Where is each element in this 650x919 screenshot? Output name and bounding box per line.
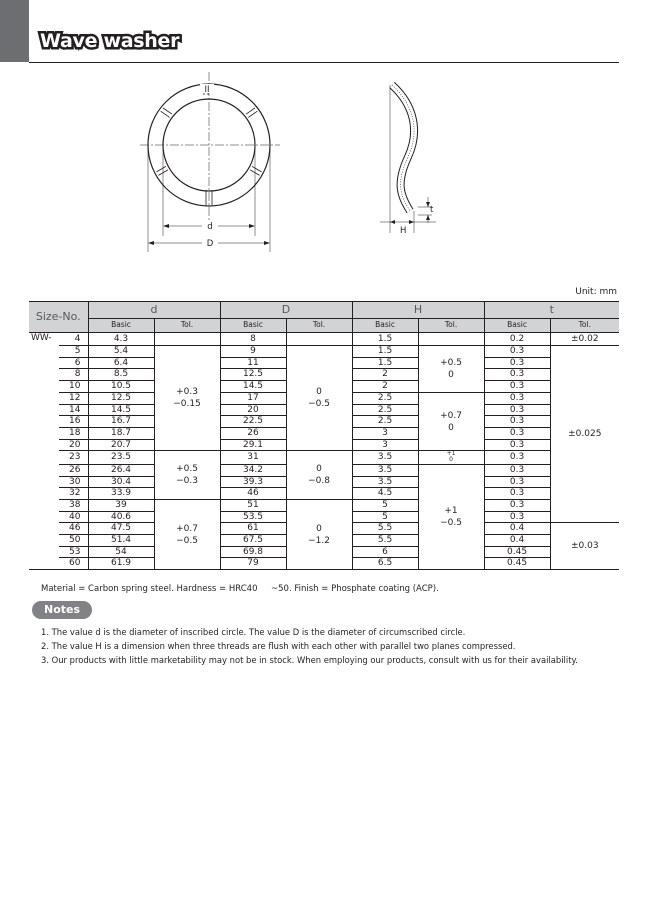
H-basic-cell: 2: [352, 381, 418, 393]
d-basic-cell: 54: [88, 546, 154, 558]
D-basic-cell: 29.1: [220, 439, 286, 451]
H-basic-cell: 3.5: [352, 476, 418, 488]
t-basic-cell: 0.3: [484, 451, 550, 465]
H-basic-cell: 2.5: [352, 404, 418, 416]
t-basic-cell: 0.3: [484, 392, 550, 404]
D-basic-cell: 20: [220, 404, 286, 416]
D-tol-cell: 0 −0.5: [286, 346, 352, 451]
H-tol-cell: [418, 333, 484, 346]
H-tol-cell: [418, 451, 484, 465]
unit-label: Unit: mm: [575, 287, 617, 297]
section-tab: [0, 0, 29, 62]
D-basic-cell: 34.2: [220, 464, 286, 476]
t-basic-cell: 0.3: [484, 416, 550, 428]
size-no-cell: 4: [59, 333, 88, 346]
size-no-cell: 5: [59, 346, 88, 358]
D-basic-cell: 17: [220, 392, 286, 404]
note-item: 3. Our products with little marketability may not be in stock. When employing our products, consult with us for their availability.: [41, 655, 578, 665]
d-tol-cell: +0.7 −0.5: [154, 499, 220, 569]
H-tol-cell: +0.7 0: [418, 392, 484, 451]
d-basic-header: Basic: [88, 319, 154, 333]
t-basic-header: Basic: [484, 319, 550, 333]
t-tol-cell: ±0.03: [550, 523, 619, 570]
size-no-cell: 30: [59, 476, 88, 488]
D-basic-cell: 69.8: [220, 546, 286, 558]
t-basic-cell: 0.2: [484, 333, 550, 346]
H-basic-cell: 3.5: [352, 451, 418, 465]
D-basic-cell: 11: [220, 357, 286, 369]
H-basic-cell: 2.5: [352, 416, 418, 428]
t-basic-cell: 0.3: [484, 404, 550, 416]
H-tol-fraction: [447, 451, 456, 463]
D-tol-header: Tol.: [286, 319, 352, 333]
size-prefix: WW-: [31, 333, 52, 343]
t-basic-cell: 0.3: [484, 439, 550, 451]
notes-badge: Notes: [32, 601, 92, 619]
H-basic-cell: 5: [352, 511, 418, 523]
size-no-cell: 32: [59, 488, 88, 500]
note-item: 1. The value d is the diameter of inscribed circle. The value D is the diameter of circumscribed circle.: [41, 627, 466, 637]
t-basic-cell: 0.3: [484, 511, 550, 523]
figure-H-label: H: [400, 226, 407, 236]
D-tol-cell: 0 −1.2: [286, 499, 352, 569]
t-basic-cell: 0.3: [484, 357, 550, 369]
page-title: Wave washer: [40, 30, 180, 52]
wave-washer-spec-table: [29, 301, 619, 570]
H-basic-cell: 2.5: [352, 392, 418, 404]
D-group-header: D: [220, 302, 352, 319]
D-basic-cell: 22.5: [220, 416, 286, 428]
washer-side-view-figure: [370, 75, 440, 240]
size-no-cell: 60: [69, 558, 81, 569]
t-basic-cell: 0.3: [484, 427, 550, 439]
D-basic-cell: 53.5: [220, 511, 286, 523]
d-tol-cell: +0.3 −0.15: [154, 346, 220, 451]
d-basic-cell: 61.9: [88, 558, 154, 570]
d-basic-cell: 23.5: [88, 451, 154, 465]
d-basic-cell: 18.7: [88, 427, 154, 439]
size-no-cell: 38: [59, 499, 88, 511]
D-basic-cell: 46: [220, 488, 286, 500]
H-tol-cell: +0.5 0: [418, 346, 484, 393]
size-no-cell: 12: [59, 392, 88, 404]
size-no-cell: 10: [59, 381, 88, 393]
t-basic-cell: 0.45: [484, 558, 550, 570]
D-basic-cell: 61: [220, 523, 286, 535]
H-basic-header: Basic: [352, 319, 418, 333]
d-basic-cell: 12.5: [88, 392, 154, 404]
D-basic-cell: 12.5: [220, 369, 286, 381]
H-basic-cell: 3: [352, 439, 418, 451]
t-basic-cell: 0.3: [484, 369, 550, 381]
washer-front-view-figure: [140, 70, 300, 260]
D-basic-header: Basic: [220, 319, 286, 333]
note-item: 2. The value H is a dimension when three threads are flush with each other with parallel two planes compressed.: [41, 641, 516, 651]
figure-top-label: II: [204, 85, 210, 95]
title-rule: [29, 62, 619, 63]
H-basic-cell: 4.5: [352, 488, 418, 500]
t-group-header: t: [484, 302, 619, 319]
d-basic-cell: 40.6: [88, 511, 154, 523]
size-no-cell: 6: [59, 357, 88, 369]
size-no-cell: 14: [59, 404, 88, 416]
size-no-cell: 8: [59, 369, 88, 381]
H-basic-cell: 2: [352, 369, 418, 381]
H-tol-cell: +1 −0.5: [418, 464, 484, 569]
size-no-cell: 46: [59, 523, 88, 535]
H-basic-cell: 5.5: [352, 523, 418, 535]
size-no-cell: 20: [59, 439, 88, 451]
d-group-header: d: [88, 302, 220, 319]
t-tol-header: Tol.: [550, 319, 619, 333]
material-note: Material = Carbon spring steel. Hardness = HRC40 ~50. Finish = Phosphate coating (ACP).: [41, 584, 439, 594]
H-basic-cell: 3.5: [352, 464, 418, 476]
H-group-header: H: [352, 302, 484, 319]
H-basic-cell: 3: [352, 427, 418, 439]
d-basic-cell: 10.5: [88, 381, 154, 393]
figure-d-label: d: [207, 222, 213, 232]
t-basic-cell: 0.45: [484, 546, 550, 558]
D-basic-cell: 9: [220, 346, 286, 358]
notes-list: [41, 625, 578, 667]
D-tol-cell: 0 −0.8: [286, 451, 352, 500]
t-basic-cell: 0.3: [484, 381, 550, 393]
size-no-cell: 23: [59, 451, 88, 465]
figure-t-label: t: [430, 205, 434, 215]
size-no-cell: 40: [59, 511, 88, 523]
d-basic-cell: 8.5: [88, 369, 154, 381]
d-basic-cell: 4.3: [88, 333, 154, 346]
H-basic-cell: 6: [352, 546, 418, 558]
d-tol-header: Tol.: [154, 319, 220, 333]
H-basic-cell: 5.5: [352, 535, 418, 547]
table-row: [29, 451, 619, 465]
H-tol-lower: 0: [449, 456, 453, 464]
H-tol-header: Tol.: [418, 319, 484, 333]
t-basic-cell: 0.3: [484, 476, 550, 488]
size-no-cell: 26: [59, 464, 88, 476]
table-row: [29, 333, 619, 346]
d-basic-cell: 39: [88, 499, 154, 511]
t-tol-cell: ±0.02: [550, 333, 619, 346]
d-basic-cell: 14.5: [88, 404, 154, 416]
D-basic-cell: 39.3: [220, 476, 286, 488]
H-basic-cell: 1.5: [352, 333, 418, 346]
t-basic-cell: 0.3: [484, 499, 550, 511]
D-basic-cell: 8: [220, 333, 286, 346]
d-tol-cell: +0.5 −0.3: [154, 451, 220, 500]
D-tol-cell: [286, 333, 352, 346]
D-basic-cell: 51: [220, 499, 286, 511]
D-basic-cell: 14.5: [220, 381, 286, 393]
size-no-cell: 18: [59, 427, 88, 439]
D-basic-cell: 67.5: [220, 535, 286, 547]
d-basic-cell: 30.4: [88, 476, 154, 488]
t-basic-cell: 0.3: [484, 488, 550, 500]
H-tol-upper: +1: [446, 450, 456, 458]
size-no-cell: 53: [59, 546, 88, 558]
d-tol-cell: [154, 333, 220, 346]
d-basic-cell: 26.4: [88, 464, 154, 476]
table-row: [29, 499, 619, 511]
size-no-header: Size-No.: [29, 302, 88, 333]
d-basic-cell: 33.9: [88, 488, 154, 500]
d-basic-cell: 16.7: [88, 416, 154, 428]
H-basic-cell: 5: [352, 499, 418, 511]
figure-D-label: D: [206, 239, 214, 249]
H-basic-cell: 1.5: [352, 346, 418, 358]
t-basic-cell: 0.3: [484, 464, 550, 476]
spec-table-body: [29, 333, 619, 570]
t-tol-cell: ±0.025: [550, 346, 619, 523]
H-basic-cell: 1.5: [352, 357, 418, 369]
t-basic-cell: 0.4: [484, 535, 550, 547]
t-basic-cell: 0.3: [484, 346, 550, 358]
size-no-cell: 16: [59, 416, 88, 428]
D-basic-cell: 26: [220, 427, 286, 439]
d-basic-cell: 20.7: [88, 439, 154, 451]
D-basic-cell: 79: [220, 558, 286, 570]
d-basic-cell: 47.5: [88, 523, 154, 535]
d-basic-cell: 6.4: [88, 357, 154, 369]
D-basic-cell: 31: [220, 451, 286, 465]
H-basic-cell: 6.5: [352, 558, 418, 570]
d-basic-cell: 5.4: [88, 346, 154, 358]
size-no-cell: 50: [59, 535, 88, 547]
d-basic-cell: 51.4: [88, 535, 154, 547]
t-basic-cell: 0.4: [484, 523, 550, 535]
table-row: [29, 346, 619, 358]
